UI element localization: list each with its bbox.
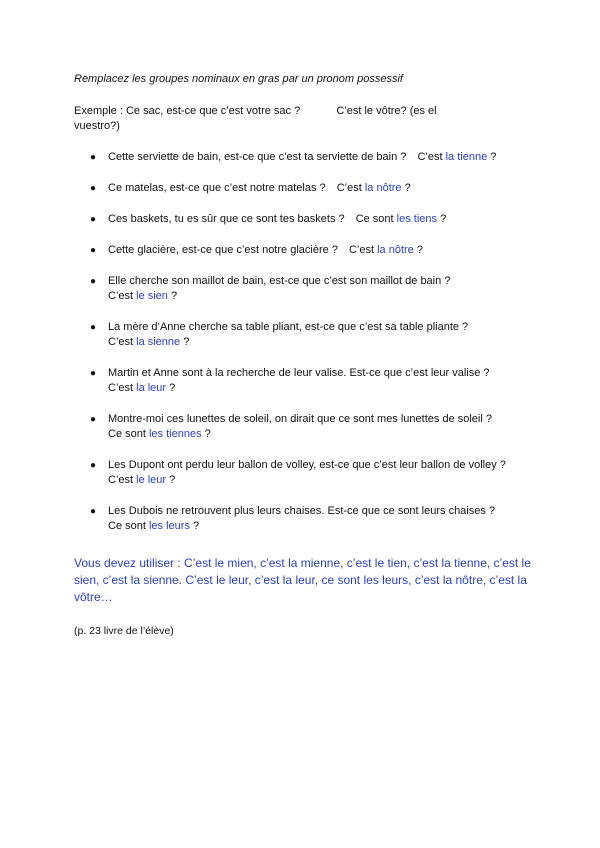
exercise-item-4 (90, 243, 530, 258)
exercise-item-9 (90, 458, 530, 488)
possessive-pronoun: le sien (136, 290, 168, 302)
answer-suffix: ? (416, 244, 423, 256)
example-question: Exemple : Ce sac, est-ce que c’est votre sac ? (74, 105, 301, 117)
exercise-question: Martin et Anne sont à la recherche de leur valise. Est-ce que c’est leur valise ? (108, 367, 490, 379)
usage-note: Vous devez utiliser : C’est le mien, c’est la mienne, c’est le tien, c’est la tienne, c’est le sien, c’est la sienne. C’est le leur, c’est la leur, ce sont les leurs, c’est la nôtre, c’est la vôtre… (74, 556, 531, 604)
exercise-question: Cette glacière, est-ce que c’est notre glacière ? (108, 244, 338, 256)
answer-suffix: ? (170, 290, 178, 302)
exercise-answer (337, 181, 411, 196)
exercise-question: Ce matelas, est-ce que c’est notre matelas ? (108, 182, 326, 194)
answer-prefix: Ce sont (108, 428, 146, 440)
possessive-pronoun: la tienne (445, 151, 488, 163)
answer-prefix: C’est (108, 290, 134, 302)
answer-suffix: ? (404, 182, 411, 194)
exercise-answer (108, 473, 530, 488)
answer-prefix: C’est (348, 244, 375, 256)
exercise-answer (108, 381, 530, 396)
bullet-icon: ● (90, 183, 97, 194)
exercise-item-10 (90, 504, 530, 534)
bullet-icon: ● (90, 322, 97, 333)
exercise-question: Cette serviette de bain, est-ce que c’est ta serviette de bain ? (108, 151, 407, 163)
exercise-answer (108, 519, 530, 534)
possessive-pronoun: la nôtre (364, 182, 402, 194)
exercise-answer (417, 150, 496, 165)
exercise-item-6 (90, 320, 530, 350)
bullet-icon: ● (90, 460, 97, 471)
answer-suffix: ? (193, 520, 200, 532)
example-block (74, 104, 454, 134)
bullet-icon: ● (90, 214, 97, 225)
possessive-pronoun: la sienne (136, 336, 181, 348)
bullet-icon: ● (90, 368, 97, 379)
source-reference: (p. 23 livre de l’élève) (74, 625, 174, 637)
possessive-pronoun: les tiennes (148, 428, 202, 440)
exercise-answer (349, 243, 423, 258)
answer-prefix: C’est (108, 474, 134, 486)
exercise-answer (356, 212, 447, 227)
exercise-item-8 (90, 412, 530, 442)
bullet-icon: ● (90, 245, 97, 256)
answer-suffix: ? (204, 428, 211, 440)
exercise-answer (108, 427, 530, 442)
bullet-icon: ● (90, 276, 97, 287)
answer-prefix: C’est (417, 151, 443, 163)
answer-suffix: ? (440, 213, 447, 225)
exercise-answer (108, 289, 530, 304)
possessive-pronoun: le leur (136, 474, 167, 486)
exercise-item-5 (90, 274, 530, 304)
possessive-pronoun: la leur (136, 382, 167, 394)
answer-prefix: Ce sont (108, 520, 146, 532)
exercise-question: Les Dubois ne retrouvent plus leurs chaises. Est-ce que ce sont leurs chaises ? (108, 505, 496, 517)
answer-suffix: ? (183, 336, 190, 348)
exercise-answer (108, 335, 530, 350)
bullet-icon: ● (90, 506, 97, 517)
instruction-text: Remplacez les groupes nominaux en gras par un pronom possessif (74, 73, 403, 85)
answer-prefix: Ce sont (355, 213, 394, 225)
exercise-item-2 (90, 181, 530, 196)
exercise-question: Les Dupont ont perdu leur ballon de volley, est-ce que c’est leur ballon de volley ? (108, 459, 506, 471)
possessive-pronoun: les tiens (396, 213, 438, 225)
answer-suffix: ? (490, 151, 497, 163)
exercise-item-3 (90, 212, 530, 227)
exercise-question: Elle cherche son maillot de bain, est-ce que c’est son maillot de bain ? (108, 275, 451, 287)
answer-prefix: C’est (108, 382, 134, 394)
answer-suffix: ? (169, 474, 176, 486)
answer-prefix: C’est (336, 182, 362, 194)
exercise-list (90, 150, 530, 550)
answer-suffix: ? (169, 382, 176, 394)
answer-prefix: C’est (108, 336, 134, 348)
exercise-item-7 (90, 366, 530, 396)
bullet-icon: ● (90, 414, 97, 425)
exercise-question: La mère d’Anne cherche sa table pliant, est-ce que c’est sa table pliante ? (108, 321, 469, 333)
possessive-pronoun: les leurs (148, 520, 190, 532)
exercise-item-1 (90, 150, 530, 165)
possessive-pronoun: la nôtre (377, 244, 414, 256)
bullet-icon: ● (90, 152, 97, 163)
exercise-question: Ces baskets, tu es sûr que ce sont tes baskets ? (108, 213, 345, 225)
exercise-question: Montre-moi ces lunettes de soleil, on dirait que ce sont mes lunettes de soleil ? (108, 413, 492, 425)
example-answer: C’est le vôtre? (es el vuestro?) (74, 105, 437, 132)
